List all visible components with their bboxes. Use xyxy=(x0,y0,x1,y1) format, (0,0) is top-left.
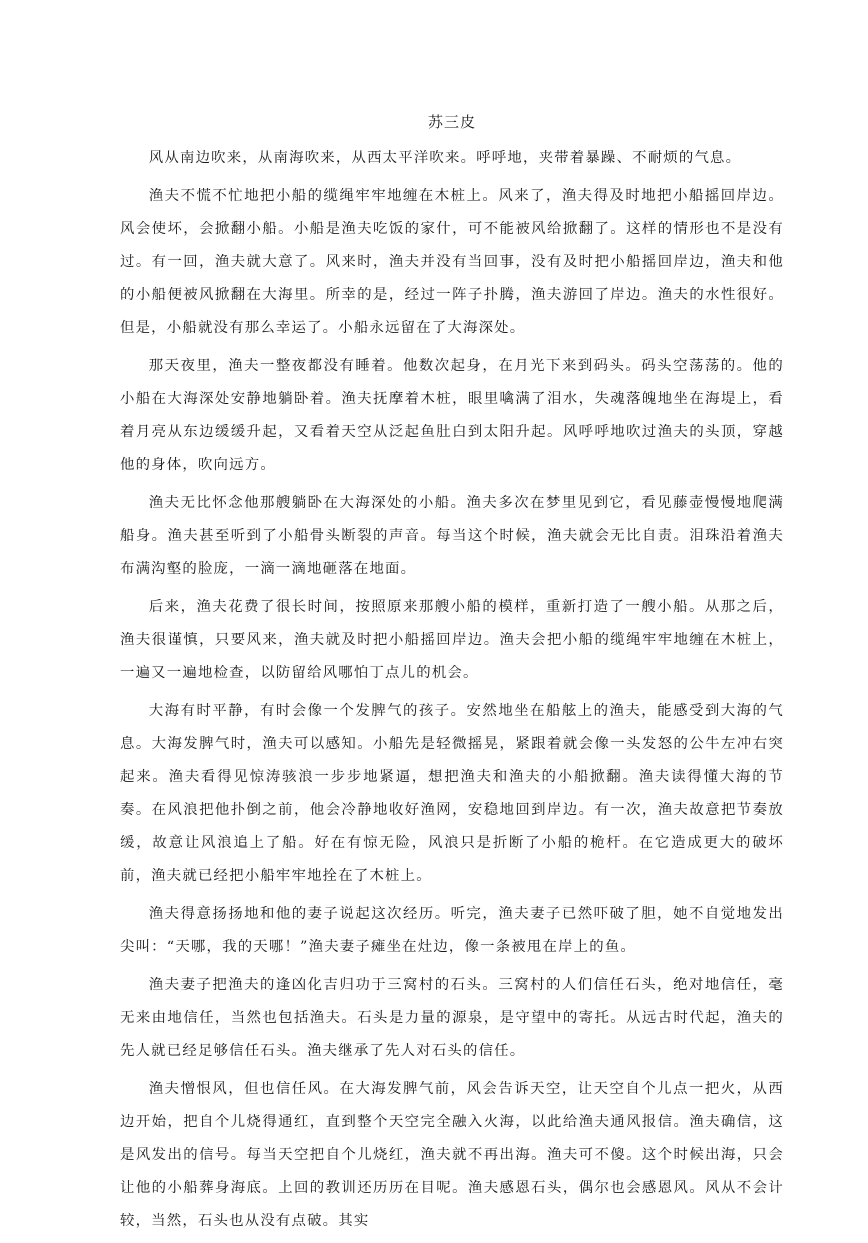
paragraph-9: 渔夫憎恨风，但也信任风。在大海发脾气前，风会告诉天空，让天空自个儿点一把火，从西边开始，把自个儿烧得通红，直到整个天空完全融入火海，以此给渔夫通风报信。渔夫确信，这是风发出的信号。每当天空把自个儿烧红，渔夫就不再出海。渔夫可不傻。这个时候出海，只会让他的小船葬身海底。上回的教训还历历在目呢。渔夫感恩石头，偶尔也会感恩风。风从不会计较，当然，石头也从没有点破。其实 xyxy=(120,1081,784,1229)
paragraph-4: 渔夫无比怀念他那艘躺卧在大海深处的小船。渔夫多次在梦里见到它，看见藤壶慢慢地爬满船身。渔夫甚至听到了小船骨头断裂的声音。每当这个时候，渔夫就会无比自责。泪珠沿着渔夫布满沟壑的脸庞，一滴一滴地砸落在地面。 xyxy=(120,495,784,577)
paragraph-2: 渔夫不慌不忙地把小船的缆绳牢牢地缠在木桩上。风来了，渔夫得及时地把小船摇回岸边。风会使坏，会掀翻小船。小船是渔夫吃饭的家什，可不能被风给掀翻了。这样的情形也不是没有过。有一回，渔夫就大意了。风来时，渔夫并没有当回事，没有及时把小船摇回岸边，渔夫和他的小船便被风掀翻在大海里。所幸的是，经过一阵子扑腾，渔夫游回了岸边。渔夫的水性很好。但是，小船就没有那么幸运了。小船永远留在了大海深处。 xyxy=(120,188,784,336)
document-body xyxy=(120,112,784,1243)
story-title: 苏三皮 xyxy=(427,113,476,131)
paragraph-3: 那天夜里，渔夫一整夜都没有睡着。他数次起身，在月光下来到码头。码头空荡荡的。他的小船在大海深处安静地躺卧着。渔夫抚摩着木桩，眼里噙满了泪水，失魂落魄地坐在海堤上，看着月亮从东边缓缓升起，又看着天空从泛起鱼肚白到太阳升起。风呼呼地吹过渔夫的头顶，穿越他的身体，吹向远方。 xyxy=(120,358,784,473)
paragraph-8: 渔夫妻子把渔夫的逢凶化吉归功于三窝村的石头。三窝村的人们信任石头，绝对地信任，毫无来由地信任，当然也包括渔夫。石头是力量的源泉，是守望中的寄托。从远古时代起，渔夫的先人就已经足够信任石头。渔夫继承了先人对石头的信任。 xyxy=(120,977,784,1059)
paragraph-7: 渔夫得意扬扬地和他的妻子说起这次经历。听完，渔夫妻子已然吓破了胆，她不自觉地发出尖叫：“天哪，我的天哪！”渔夫妻子瘫坐在灶边，像一条被甩在岸上的鱼。 xyxy=(120,906,784,955)
paragraph-5: 后来，渔夫花费了很长时间，按照原来那艘小船的模样，重新打造了一艘小船。从那之后，渔夫很谨慎，只要风来，渔夫就及时把小船摇回岸边。渔夫会把小船的缆绳牢牢地缠在木桩上，一遍又一遍地检查，以防留给风哪怕丁点儿的机会。 xyxy=(120,599,784,681)
paragraph-6: 大海有时平静，有时会像一个发脾气的孩子。安然地坐在船舷上的渔夫，能感受到大海的气息。大海发脾气时，渔夫可以感知。小船先是轻微摇晃，紧跟着就会像一头发怒的公牛左冲右突起来。渔夫看得见惊涛骇浪一步步地紧逼，想把渔夫和渔夫的小船掀翻。渔夫读得懂大海的节奏。在风浪把他扑倒之前，他会冷静地收好渔网，安稳地回到岸边。有一次，渔夫故意把节奏放缓，故意让风浪追上了船。好在有惊无险，风浪只是折断了小船的桅杆。在它造成更大的破坏前，渔夫就已经把小船牢牢地拴在了木桩上。 xyxy=(120,703,784,884)
paragraph-1: 风从南边吹来，从南海吹来，从西太平洋吹来。呼呼地，夹带着暴躁、不耐烦的气息。 xyxy=(148,150,742,166)
